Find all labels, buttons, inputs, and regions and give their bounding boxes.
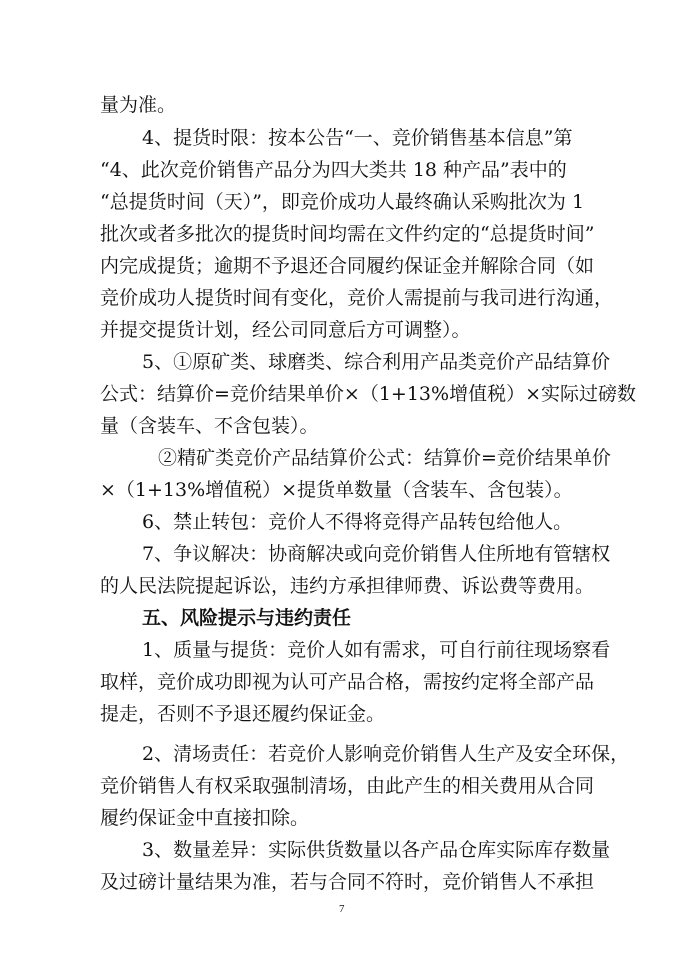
paragraph-7-dispute-resolution: 7、争议解决：协商解决或向竞价销售人住所地有管辖权 — [142, 543, 611, 565]
paragraph-3-quantity-difference: 3、数量差异：实际供货数量以各产品仓库实际库存数量 — [142, 839, 611, 861]
text-line: 及过磅计量结果为准，若与合同不符时，竞价销售人不承担 — [100, 871, 595, 893]
paragraph-5-settlement-formula: 5、①原矿类、球磨类、综合利用产品类竞价产品结算价 — [142, 351, 611, 373]
text-line: 取样，竞价成功即视为认可产品合格，需按约定将全部产品 — [100, 671, 595, 693]
paragraph-6-no-subcontract: 6、禁止转包：竞价人不得将竞得产品转包给他人。 — [142, 511, 573, 533]
text-line: 内完成提货；逾期不予退还合同履约保证金并解除合同（如 — [100, 255, 595, 277]
page-number: 7 — [339, 903, 345, 915]
paragraph-1-quality-pickup: 1、质量与提货：竞价人如有需求，可自行前往现场察看 — [142, 639, 611, 661]
text-line: 量为准。 — [100, 94, 177, 116]
text-line: 竞价销售人有权采取强制清场，由此产生的相关费用从合同 — [100, 775, 595, 797]
text-line: 的人民法院提起诉讼，违约方承担律师费、诉讼费等费用。 — [100, 575, 595, 597]
text-line: 提走，否则不予退还履约保证金。 — [100, 703, 386, 725]
paragraph-4-pickup-deadline: 4、提货时限：按本公告“一、竞价销售基本信息”第 — [142, 127, 573, 149]
paragraph-2-site-clearance: 2、清场责任：若竞价人影响竞价销售人生产及安全环保， — [142, 743, 630, 765]
text-line: “4、此次竞价销售产品分为四大类共 18 种产品”表中的 — [100, 159, 567, 181]
text-line: “总提货时间（天）”，即竞价成功人最终确认采购批次为 1 — [100, 191, 585, 213]
text-line: 量（含装车、不含包装）。 — [100, 415, 319, 437]
text-line: 并提交提货计划，经公司同意后方可调整）。 — [100, 319, 471, 341]
text-line: 公式：结算价=竞价结果单价×（1+13%增值税）×实际过磅数 — [100, 383, 636, 405]
section-heading-risk: 五、风险提示与违约责任 — [142, 607, 352, 629]
paragraph-5-concentrate-formula: ②精矿类竞价产品结算价公式：结算价=竞价结果单价 — [158, 447, 611, 469]
text-line: ×（1+13%增值税）×提货单数量（含装车、含包装）。 — [100, 479, 573, 501]
text-line: 竞价成功人提货时间有变化，竞价人需提前与我司进行沟通， — [100, 287, 614, 309]
text-line: 批次或者多批次的提货时间均需在文件约定的“总提货时间” — [100, 223, 595, 245]
text-line: 履约保证金中直接扣除。 — [100, 807, 310, 829]
